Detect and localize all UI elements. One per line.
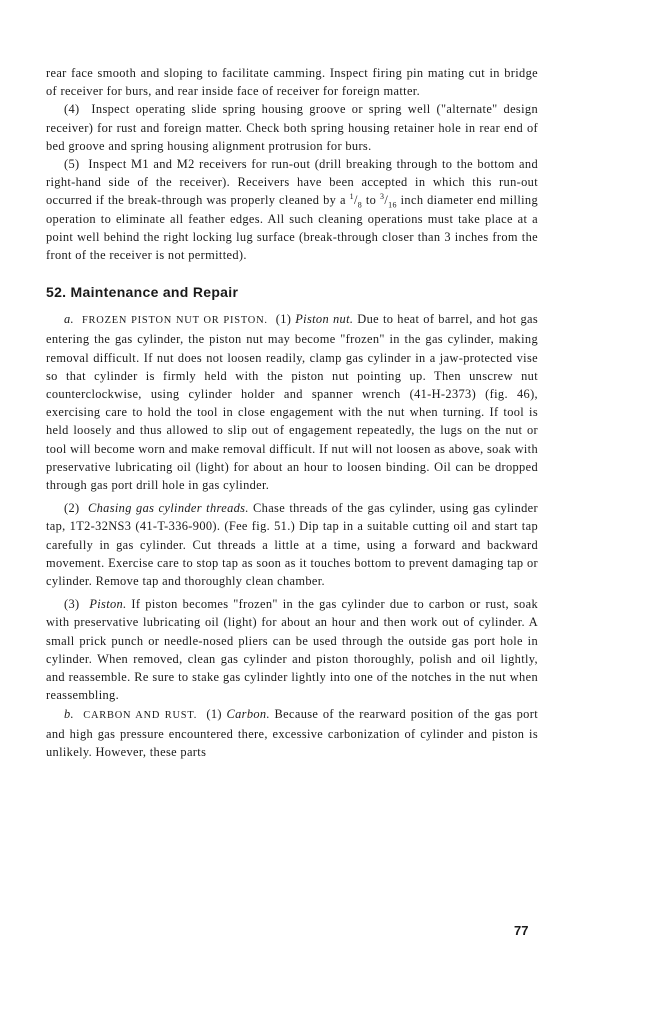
subsection-title: FROZEN PISTON NUT OR PISTON.	[81, 315, 268, 327]
item-subtitle: Carbon.	[226, 706, 270, 721]
paragraph-text: Because of the rearward position of the gas port and high gas pressure encountered there, excessive carbonization of cylinder and piston is unlikely. However, these parts	[46, 706, 538, 759]
paragraph-a1	[46, 310, 538, 494]
subsection-title: CARBON AND RUST.	[83, 709, 198, 721]
fraction-denominator: 16	[388, 200, 397, 210]
paragraph-text: Chase threads of the gas cylinder, using gas cylinder tap, 1T2-32NS3 (41-T-336-900). (Fee fig. 51.) Dip tap in a suitable cutting oil and start tap carefully in gas cylinder. Cut threads a little at a time, using a forward and backward movement. Exercise care to stop tap as soon as it touches bottom to prevent damaging tap or cylinder. Remove tap and thoroughly clean chamber.	[46, 501, 538, 589]
paragraph-a3	[46, 595, 538, 704]
fraction-denominator: 8	[357, 200, 363, 210]
fraction-numerator: 3	[380, 192, 385, 202]
paragraph-text: Inspect M1 and M2 receivers for run-out (drill breaking through to the bottom and right-hand side of the receiver). Receivers have been accepted in which this run-out occurred if the break-through was properly cleaned by a	[46, 157, 538, 208]
paragraph-4	[46, 100, 538, 155]
subsection-label: b.	[64, 706, 74, 721]
paragraph-text: inch diameter end milling operation to eliminate all feather edges. All such cleaning operations must take place at a point well behind the right locking lug surface (break-through closer than 3 inches from the front of the receiver is not permitted).	[46, 193, 539, 263]
paragraph-continuation	[46, 64, 538, 100]
section-heading: 52. Maintenance and Repair	[46, 284, 239, 301]
fraction-numerator: 1	[349, 192, 354, 202]
paragraph-5: (5) Inspect M1 and M2 receivers for run-out (drill breaking through to the bottom and right-hand side of the receiver). Receivers have been accepted in which this run-out occurred if the break-through was properly cleaned by a $^1/_8$ to $^3/_{16}$ inch diameter end milling operation to eliminate all feather edges. All such cleaning operations must take place at a point well behind the right locking lug surface (break-through closer than 3 inches from the front of the receiver is not permitted).	[46, 157, 539, 263]
item-number: (1)	[206, 706, 222, 721]
paragraph-text: to	[362, 193, 380, 208]
page-number: 77	[514, 923, 529, 938]
subsection-label: a.	[64, 312, 74, 327]
item-number: (4)	[64, 102, 80, 117]
paragraph-text: rear face smooth and sloping to facilitate camming. Inspect firing pin mating cut in bridge of receiver for burs, and rear inside face of receiver for foreign matter.	[46, 66, 538, 99]
item-number: (3)	[64, 597, 80, 612]
item-subtitle: Piston nut.	[295, 312, 354, 327]
item-subtitle: Piston.	[89, 597, 127, 612]
item-number: (2)	[64, 501, 80, 516]
item-number: (5)	[64, 157, 80, 172]
paragraph-text: If piston becomes "frozen" in the gas cylinder due to carbon or rust, soak with preservative lubricating oil (light) for about an hour and then work out of cylinder. A small prick punch or needle-nosed pliers can be used through the outside gas port hole in cylinder. When removed, clean gas cylinder and piston thoroughly, polish and oil lightly, and reassemble. Re sure to stake gas cylinder lightly into one of the notches in the nut when reassembling.	[46, 597, 538, 703]
paragraph-text: Due to heat of barrel, and hot gas entering the gas cylinder, the piston nut may become "frozen" in the gas cylinder, making removal difficult. If nut does not loosen readily, clamp gas cylinder in a jaw-protected vise so that cylinder is firmly held with the piston nut pointing up. Then unscrew nut counterclockwise, using cylinder holder and spanner wrench (41-H-2373) (fig. 46), exercising care to hold the tool in close engagement with the nut when turning. If tool is held loosely and thus allowed to slip out of engagement repeatedly, the lugs on the nut or tool will become worn and make removal difficult. If nut will not loosen as above, soak with preservative lubricating oil (light) for about an hour to loosen binding. Oil can be dropped through gas port drill hole in gas cylinder.	[46, 312, 539, 493]
item-subtitle: Chasing gas cylinder threads.	[88, 501, 249, 516]
paragraph-a2	[46, 499, 538, 590]
item-number: (1)	[275, 312, 292, 327]
paragraph-b1	[46, 705, 538, 762]
paragraph-text: Inspect operating slide spring housing groove or spring well ("alternate" design receiver) for rust and foreign matter. Check both spring housing retainer hole in rear end of bed groove and spring housing alignment protrusion for burs.	[46, 102, 538, 153]
document-page	[46, 64, 538, 761]
